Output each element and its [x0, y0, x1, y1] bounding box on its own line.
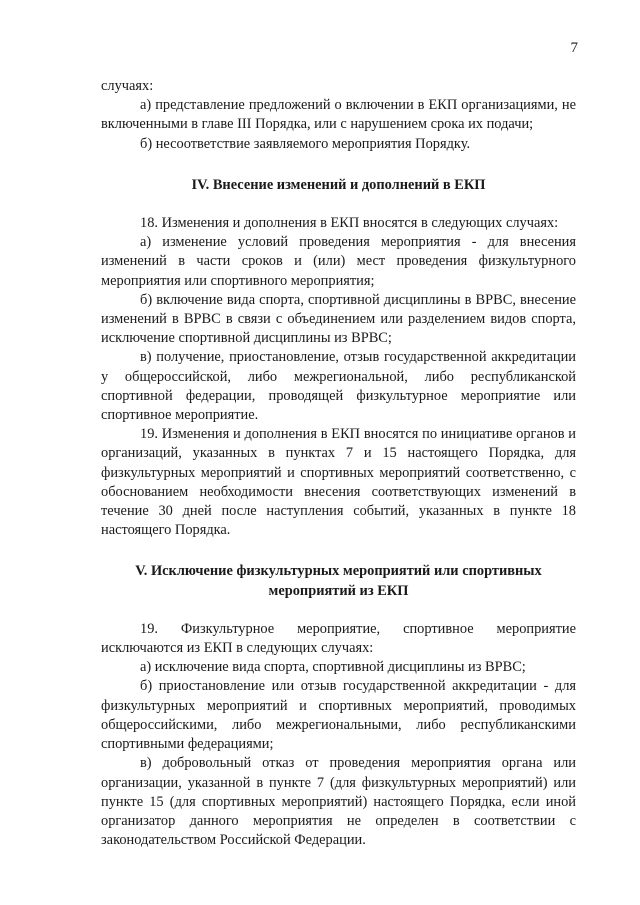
intro-item-a: а) представление предложений о включении в ЕКП организациями, не включенными в главе III Порядка, или с нарушением срока их подачи;: [101, 97, 576, 133]
section-4-item-b: б) включение вида спорта, спортивной дисциплины в ВРВС, внесение изменений в ВРВС в связи с объединением или разделением видов спорта, исключение спортивной дисциплины из ВРВС;: [101, 291, 576, 347]
section-4-paragraph-18: 18. Изменения и дополнения в ЕКП вносятся в следующих случаях:: [140, 215, 559, 232]
section-4-item-c: в) получение, приостановление, отзыв государственной аккредитации у общероссийской, либо межрегиональной, либо республиканской спортивной федерации, проводящей физкультурное мероприятие или спортивное мероприятие.: [101, 349, 576, 424]
spacer: [101, 154, 576, 176]
section-5-paragraph-19: 19. Физкультурное мероприятие, спортивное мероприятие исключаются из ЕКП в следующих случаях:: [101, 620, 576, 657]
spacer: [101, 540, 576, 562]
intro-lead: случаях:: [101, 78, 154, 94]
section-5-item-c: в) добровольный отказ от проведения мероприятия органа или организации, указанной в пункте 7 (для физкультурных мероприятий) или пункте 15 (для спортивных мероприятий) настоящего Порядка, если иной организатор данного мероприятия не определен в соответствии с законодательством Российской Федерации.: [101, 755, 576, 849]
spacer: [101, 601, 576, 620]
spacer: [101, 195, 576, 214]
section-5-heading-line-2: мероприятий из ЕКП: [268, 582, 409, 599]
intro-item-b: б) несоответствие заявляемого мероприятия Порядку.: [140, 135, 471, 152]
section-4-heading: IV. Внесение изменений и дополнений в ЕКП: [191, 176, 486, 193]
section-4-paragraph-19: 19. Изменения и дополнения в ЕКП вносятся по инициативе органов и организаций, указанных в пунктах 7 и 15 настоящего Порядка, для физкультурных мероприятий и спортивных мероприятий соответственно, с обоснованием необходимости внесения соответствующих изменений в течение 30 дней после наступления событий, указанных в пункте 18 настоящего Порядка.: [101, 426, 576, 539]
page-number: 7: [570, 40, 578, 56]
section-5-heading: [101, 562, 576, 600]
section-5-item-a: а) исключение вида спорта, спортивной дисциплины из ВРВС;: [140, 659, 526, 676]
section-4-item-a: а) изменение условий проведения мероприятия - для внесения изменений в части сроков и (или) мест проведения физкультурного мероприятия или спортивного мероприятия;: [101, 234, 576, 289]
section-5-item-b: б) приостановление или отзыв государственной аккредитации - для физкультурных мероприятий и спортивных мероприятий, проводимых общероссийскими, либо межрегиональными, либо республиканскими спортивными федерациями;: [101, 678, 576, 753]
page-content: [101, 77, 576, 850]
section-5-heading-line-1: V. Исключение физкультурных мероприятий или спортивных: [135, 563, 542, 580]
